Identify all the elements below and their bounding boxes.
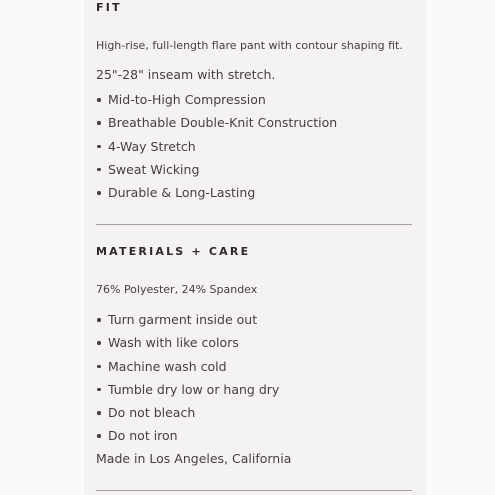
fit-feature-list <box>96 91 337 207</box>
left-margin <box>0 0 84 495</box>
right-margin <box>426 0 495 495</box>
list-item: Breathable Double-Knit Construction <box>96 114 337 137</box>
care-instructions-list <box>96 311 279 451</box>
fit-description: High-rise, full-length flare pant with contour shaping fit. <box>96 39 403 52</box>
list-item: Wash with like colors <box>96 334 279 357</box>
list-item: Tumble dry low or hang dry <box>96 381 279 404</box>
fit-inseam: 25"-28" inseam with stretch. <box>96 67 276 82</box>
list-item: Machine wash cold <box>96 358 279 381</box>
list-item: Do not bleach <box>96 404 279 427</box>
section-divider <box>96 224 412 225</box>
origin-text: Made in Los Angeles, California <box>96 451 292 466</box>
product-details-panel <box>96 0 414 495</box>
section-divider-bottom <box>96 490 412 491</box>
list-item: Sweat Wicking <box>96 161 337 184</box>
list-item: Mid-to-High Compression <box>96 91 337 114</box>
list-item: Durable & Long-Lasting <box>96 184 337 207</box>
materials-care-heading: MATERIALS + CARE <box>96 245 251 258</box>
list-item: Do not iron <box>96 427 279 450</box>
fit-heading: FIT <box>96 1 122 14</box>
list-item: Turn garment inside out <box>96 311 279 334</box>
material-composition: 76% Polyester, 24% Spandex <box>96 283 258 296</box>
list-item: 4-Way Stretch <box>96 138 337 161</box>
